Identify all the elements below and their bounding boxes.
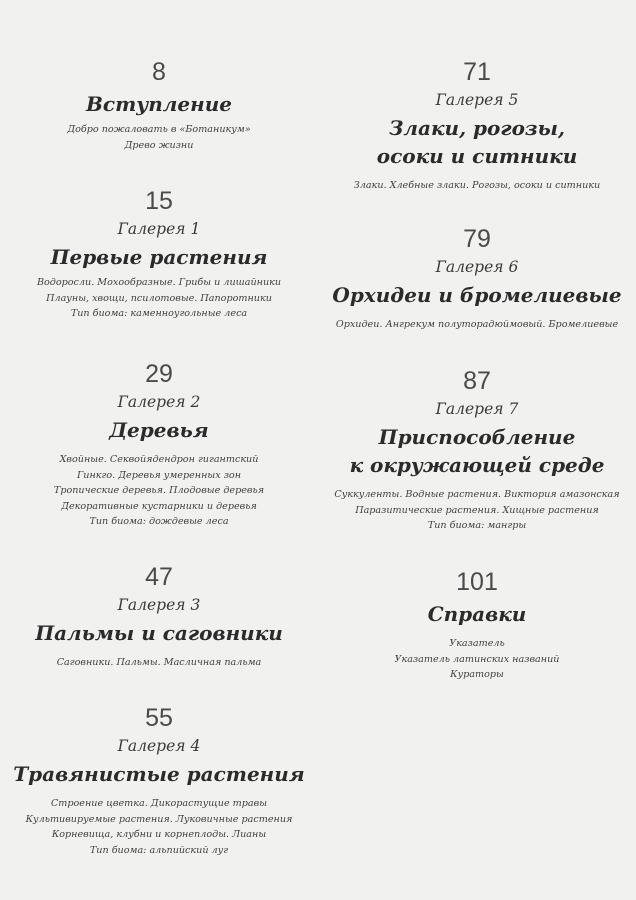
section-title-line: Пальмы и саговники <box>35 621 283 645</box>
section-item: Корневища, клубни и корнеплоды. Лианы <box>51 829 267 840</box>
section-title <box>0 416 318 444</box>
section-title <box>318 600 636 628</box>
page-number: 55 <box>145 704 173 732</box>
section-item: Тип биома: мангры <box>427 520 527 531</box>
toc-entry-gallery-4 <box>0 704 318 858</box>
section-title-line: Приспособление <box>378 425 576 449</box>
section-item: Тип биома: альпийский луг <box>89 844 229 856</box>
section-item: Тропические деревья. Плодовые деревья <box>53 485 265 496</box>
section-title <box>0 243 318 271</box>
section-title <box>0 760 318 788</box>
page-number: 101 <box>456 568 498 596</box>
toc-entry-gallery-6 <box>318 225 636 333</box>
section-item: Добро пожаловать в «Ботаникум» <box>67 124 251 135</box>
gallery-label: Галерея 3 <box>117 596 201 614</box>
section-item: Древо жизни <box>124 139 194 151</box>
section-title <box>0 619 318 647</box>
toc-entry-gallery-3 <box>0 563 318 671</box>
section-item: Строение цветка. Дикорастущие травы <box>50 798 268 809</box>
page-number: 79 <box>463 225 491 253</box>
section-item: Суккуленты. Водные растения. Виктория амазонская <box>334 489 620 500</box>
section-title <box>318 423 636 479</box>
section-title-line: Злаки, рогозы, <box>388 116 565 140</box>
page-number: 15 <box>145 187 173 215</box>
section-title-line: Вступление <box>86 92 232 116</box>
section-item: Паразитические растения. Хищные растения <box>355 504 599 516</box>
section-title-line: к окружающей среде <box>349 453 605 477</box>
section-item: Саговники. Пальмы. Масличная пальма <box>56 657 262 668</box>
section-item: Плауны, хвощи, псилотовые. Папоротники <box>46 292 272 304</box>
section-title <box>0 90 318 118</box>
section-item: Указатель <box>449 638 505 649</box>
section-title-line: Справки <box>427 602 527 626</box>
section-title <box>318 281 636 309</box>
page-number: 8 <box>152 58 166 86</box>
section-items <box>318 178 636 194</box>
page-number: 47 <box>145 563 173 591</box>
gallery-label: Галерея 4 <box>117 737 201 755</box>
section-items <box>318 487 636 534</box>
section-items <box>0 275 318 322</box>
section-items <box>0 452 318 530</box>
section-item: Тип биома: дождевые леса <box>89 516 229 527</box>
section-title <box>318 114 636 170</box>
toc-entry-gallery-5 <box>318 58 636 194</box>
page-number: 87 <box>463 367 491 395</box>
section-item: Тип биома: каменноугольные леса <box>70 308 248 319</box>
section-item: Кураторы <box>450 669 504 680</box>
gallery-label: Галерея 1 <box>117 220 201 238</box>
section-items <box>318 317 636 333</box>
section-item: Водоросли. Мохообразные. Грибы и лишайники <box>36 277 282 288</box>
section-item: Указатель латинских названий <box>394 653 560 665</box>
gallery-label: Галерея 6 <box>435 258 519 276</box>
section-title-line: Первые растения <box>50 245 268 269</box>
section-items <box>0 655 318 671</box>
gallery-label: Галерея 5 <box>435 91 519 109</box>
gallery-label: Галерея 7 <box>435 400 519 418</box>
page-number: 71 <box>463 58 491 86</box>
section-items <box>0 122 318 153</box>
section-item: Гинкго. Деревья умеренных зон <box>76 469 242 481</box>
section-items <box>318 636 636 683</box>
section-item: Декоративные кустарники и деревья <box>61 500 257 512</box>
section-title-line: Орхидеи и бромелиевые <box>332 283 622 307</box>
toc-entry-gallery-7 <box>318 367 636 534</box>
section-title-line: Деревья <box>109 418 209 442</box>
section-item: Хвойные. Секвойядендрон гигантский <box>59 454 259 465</box>
toc-entry-gallery-1 <box>0 187 318 322</box>
toc-entry-gallery-2 <box>0 360 318 530</box>
section-items <box>0 796 318 858</box>
page-number: 29 <box>145 360 173 388</box>
section-title-line: осоки и ситники <box>376 144 578 168</box>
toc-entry-references <box>318 568 636 683</box>
section-item: Культивируемые растения. Луковичные растения <box>25 813 293 825</box>
gallery-label: Галерея 2 <box>117 393 201 411</box>
section-title-line: Травянистые растения <box>13 762 305 786</box>
section-item: Орхидеи. Ангрекум полуторадюймовый. Бромелиевые <box>335 319 619 330</box>
section-item: Злаки. Хлебные злаки. Рогозы, осоки и ситники <box>353 180 601 191</box>
toc-entry-introduction <box>0 58 318 153</box>
